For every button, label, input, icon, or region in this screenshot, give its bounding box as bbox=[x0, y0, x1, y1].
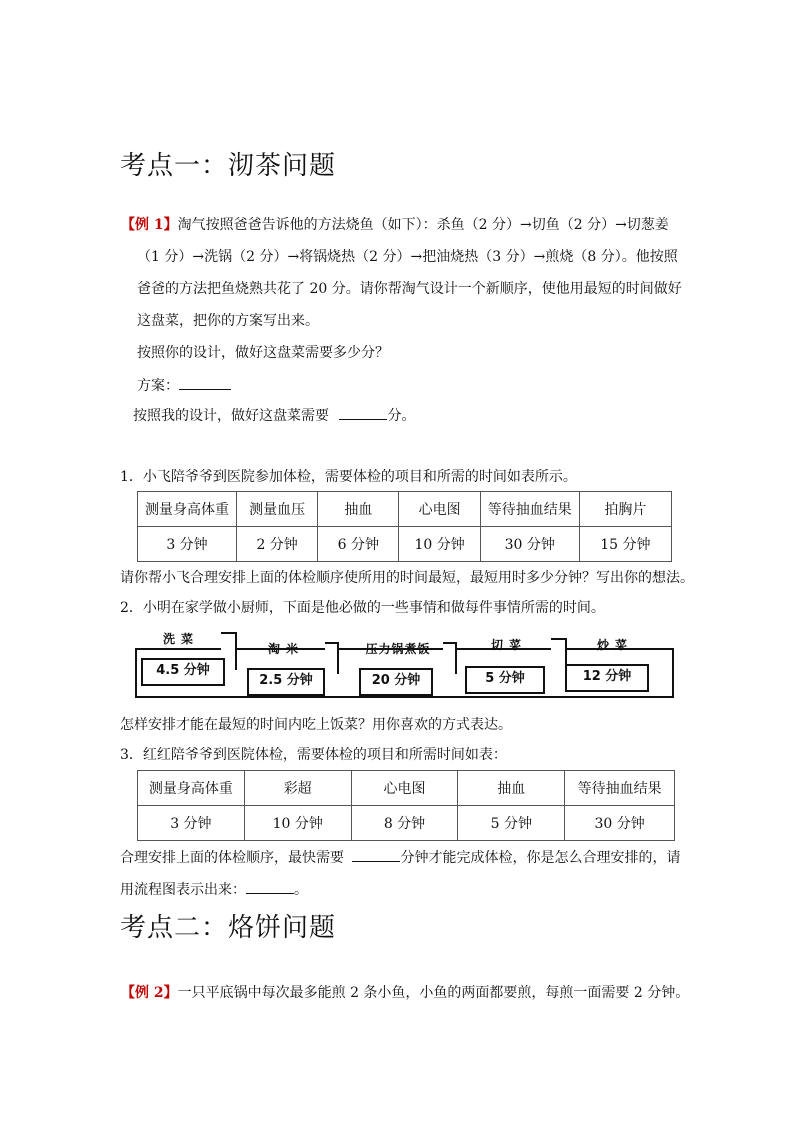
q1-value-cell: 10 分钟 bbox=[399, 527, 480, 562]
task-tab bbox=[443, 642, 457, 674]
q1-header-cell: 等待抽血结果 bbox=[480, 492, 579, 527]
example2-tag: 【例 2】 bbox=[121, 985, 178, 1001]
q1-value-cell: 15 分钟 bbox=[579, 527, 671, 562]
q3-table bbox=[137, 770, 675, 841]
q3-header-cell: 测量身高体重 bbox=[138, 771, 245, 806]
q1-value-cell: 6 分钟 bbox=[318, 527, 399, 562]
q1-header-cell: 抽血 bbox=[318, 492, 399, 527]
q1-value-cell: 3 分钟 bbox=[138, 527, 237, 562]
example1-line4: 这盘菜，把你的方案写出来。 bbox=[137, 313, 319, 329]
q2-task-flow bbox=[135, 628, 675, 700]
task-time: 2.5 分钟 bbox=[247, 668, 325, 696]
q3-value-row bbox=[138, 806, 675, 841]
q3-text: 3．红红陪爷爷到医院体检，需要体检的项目和所需时间如表： bbox=[120, 747, 507, 763]
example2-line bbox=[121, 983, 689, 1003]
q3-header-cell: 心电图 bbox=[351, 771, 458, 806]
section1-title: 考点一：沏茶问题 bbox=[120, 151, 337, 181]
q3-flowchart-blank[interactable] bbox=[246, 879, 294, 894]
example1-plan bbox=[137, 375, 231, 396]
answer-blank[interactable] bbox=[339, 405, 387, 420]
q1-table bbox=[137, 491, 672, 562]
task-name: 洗菜 bbox=[162, 632, 199, 646]
q1-header-cell: 测量血压 bbox=[237, 492, 318, 527]
task-name: 炒菜 bbox=[596, 638, 633, 652]
example1-text1: 淘气按照爸爸告诉他的方法烧鱼（如下）：杀鱼（2 分）→切鱼（2 分）→切葱姜 bbox=[177, 217, 669, 233]
q2-followup: 怎样安排才能在最短的时间内吃上饭菜？用你喜欢的方式表达。 bbox=[120, 717, 512, 733]
q2-text: 2．小明在家学做小厨师，下面是他必做的一些事情和做每件事情所需的时间。 bbox=[120, 600, 605, 616]
q3-value-cell: 10 分钟 bbox=[244, 806, 351, 841]
example2-text: 一只平底锅中每次最多能煎 2 条小鱼，小鱼的两面都要煎，每煎一面需要 2 分钟。 bbox=[177, 985, 690, 1001]
q3-header-cell: 彩超 bbox=[244, 771, 351, 806]
q3-header-row bbox=[138, 771, 675, 806]
answer-prefix: 按照我的设计，做好这盘菜需要 bbox=[133, 408, 329, 424]
q3-header-cell: 等待抽血结果 bbox=[565, 771, 675, 806]
q3-value-cell: 5 分钟 bbox=[458, 806, 565, 841]
plan-blank[interactable] bbox=[179, 375, 231, 390]
answer-suffix: 分。 bbox=[387, 408, 416, 424]
q1-header-cell: 心电图 bbox=[399, 492, 480, 527]
task-name: 淘米 bbox=[267, 642, 304, 656]
task-time: 12 分钟 bbox=[565, 664, 649, 692]
q1-value-cell: 2 分钟 bbox=[237, 527, 318, 562]
q1-header-cell: 测量身高体重 bbox=[138, 492, 237, 527]
q3-followup2-suffix: 。 bbox=[294, 882, 308, 898]
q3-header-cell: 抽血 bbox=[458, 771, 565, 806]
example1-line2: （1 分）→洗锅（2 分）→将锅烧热（2 分）→把油烧热（3 分）→煎烧（8 分）。他按照 bbox=[137, 249, 678, 265]
q1-text: 1．小飞陪爷爷到医院参加体检，需要体检的项目和所需的时间如表所示。 bbox=[120, 469, 577, 485]
example1-line1 bbox=[121, 215, 669, 235]
example1-line5: 按照你的设计，做好这盘菜需要多少分？ bbox=[137, 345, 389, 361]
task-name: 压力锅煮饭 bbox=[365, 642, 431, 656]
q3-value-cell: 3 分钟 bbox=[138, 806, 245, 841]
task-time: 5 分钟 bbox=[465, 666, 545, 694]
q3-followup1 bbox=[120, 847, 680, 868]
q3-followup1-prefix: 合理安排上面的体检顺序，最快需要 bbox=[120, 850, 344, 866]
q3-value-cell: 30 分钟 bbox=[565, 806, 675, 841]
example1-answer bbox=[133, 405, 415, 426]
q3-value-cell: 8 分钟 bbox=[351, 806, 458, 841]
q1-value-cell: 30 分钟 bbox=[480, 527, 579, 562]
example1-tag: 【例 1】 bbox=[121, 217, 178, 233]
q3-followup1-suffix: 分钟才能完成体检，你是怎么合理安排的，请 bbox=[400, 850, 681, 866]
task-name: 切菜 bbox=[490, 638, 527, 652]
task-time: 20 分钟 bbox=[359, 668, 433, 696]
task-time: 4.5 分钟 bbox=[141, 658, 225, 686]
q3-minutes-blank[interactable] bbox=[352, 847, 400, 862]
q1-followup: 请你帮小飞合理安排上面的体检顺序使所用的时间最短，最短用时多少分钟？写出你的想法。 bbox=[120, 570, 694, 586]
task-tab bbox=[325, 642, 339, 674]
q1-header-row bbox=[138, 492, 672, 527]
example1-line3: 爸爸的方法把鱼烧熟共花了 20 分。请你帮淘气设计一个新顺序，使他用最短的时间做好 bbox=[137, 281, 682, 297]
q1-value-row bbox=[138, 527, 672, 562]
q1-header-cell: 拍胸片 bbox=[579, 492, 671, 527]
plan-label: 方案： bbox=[137, 378, 179, 394]
q3-followup2 bbox=[120, 879, 308, 900]
q3-followup2-prefix: 用流程图表示出来： bbox=[120, 882, 246, 898]
section2-title: 考点二：烙饼问题 bbox=[120, 913, 337, 943]
